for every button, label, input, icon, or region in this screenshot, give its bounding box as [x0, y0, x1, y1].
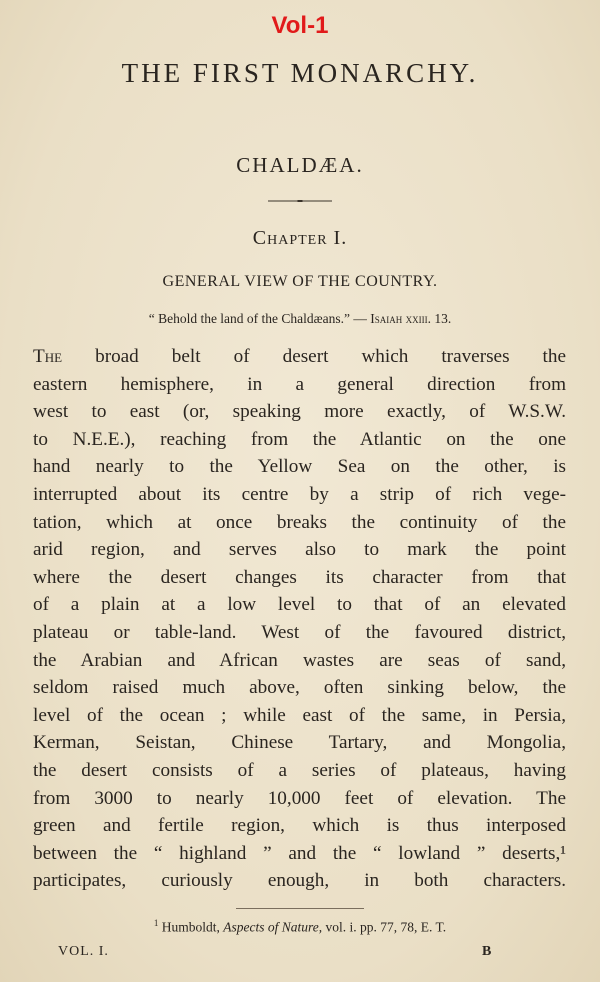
first-word: The [33, 346, 63, 367]
body-line: green and fertile region, which is thus interposed [33, 815, 566, 837]
book-title: THE FIRST MONARCHY. [121, 58, 479, 88]
body-line: plateau or table-land. West of the favoured district, [33, 621, 566, 643]
body-line: west to east (or, speaking more exactly, of W.S.W. [33, 401, 566, 423]
footnote-ref: vol. i. pp. 77, 78, E. T. [325, 919, 447, 935]
body-line: the Arabian and African wastes are seas of sand, [33, 649, 566, 671]
body-line: tation, which at once breaks the continuity of the [33, 511, 566, 533]
body-line: interrupted about its centre by a strip of rich vege- [33, 483, 566, 505]
footnote-author: Humboldt, [161, 919, 220, 935]
body-line: arid region, and serves also to mark the point [33, 539, 566, 561]
body-line: seldom raised much above, often sinking below, the [33, 677, 566, 699]
body-line: participates, curiously enough, in both characters. [33, 870, 566, 892]
footnote-marker: 1 [153, 918, 159, 928]
epigraph-source: Isaiah xxiii. 13. [370, 311, 452, 326]
epigraph [0, 311, 600, 327]
footer-signature: B [482, 944, 492, 959]
body-line: to N.E.E.), reaching from the Atlantic on the one [33, 428, 566, 450]
body-line: of a plain at a low level to that of an elevated [33, 594, 566, 616]
body-paragraph [33, 343, 566, 895]
epigraph-quote: “ Behold the land of the Chaldæans.” — [148, 311, 367, 326]
body-line: level of the ocean ; while east of the same, in Persia, [33, 704, 566, 726]
body-line: The broad belt of desert which traverses the [33, 346, 567, 367]
volume-overlay-label: Vol-1 [271, 12, 329, 39]
section-title: CHALDÆA. [236, 153, 364, 177]
footnote-work: Aspects of Nature, [223, 919, 323, 935]
body-line: the desert consists of a series of plateaus, having [33, 759, 566, 781]
body-line: hand nearly to the Yellow Sea on the other, is [33, 456, 566, 478]
chapter-label: Chapter I. [252, 227, 348, 249]
footer-volume: VOL. I. [58, 944, 109, 959]
ornament-divider [268, 200, 332, 202]
body-line: where the desert changes its character from that [33, 566, 566, 588]
body-line: between the “ highland ” and the “ lowland ” deserts,¹ [33, 842, 566, 864]
body-line: eastern hemisphere, in a general direction from [33, 373, 566, 395]
footnote [0, 918, 600, 936]
chapter-heading: GENERAL VIEW OF THE COUNTRY. [162, 273, 438, 290]
body-line: from 3000 to nearly 10,000 feet of elevation. The [33, 787, 566, 809]
body-line: Kerman, Seistan, Chinese Tartary, and Mongolia, [33, 732, 566, 754]
footnote-rule [236, 908, 364, 909]
